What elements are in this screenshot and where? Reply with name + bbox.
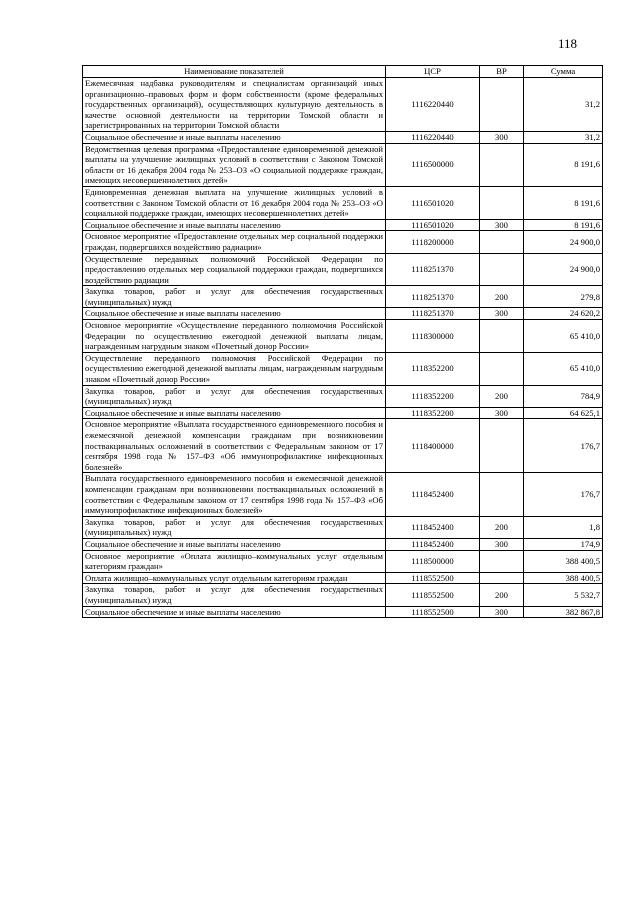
- cell-vr: [480, 186, 524, 219]
- table-body: [83, 78, 603, 618]
- cell-name: Основное мероприятие «Осуществление переданного полномочия Российской Федерации по осуществлению ежегодной денежной выплаты лицам, награжденным нагрудным знаком «Почетный донор России»: [83, 320, 386, 353]
- table-row: [83, 516, 603, 538]
- cell-vr: [480, 143, 524, 186]
- table-row: [83, 253, 603, 286]
- table-row: [83, 219, 603, 231]
- cell-name: Социальное обеспечение и иные выплаты населению: [83, 219, 386, 231]
- cell-sum: 176,7: [524, 419, 603, 473]
- cell-code: 1118552500: [386, 572, 480, 584]
- cell-vr: 200: [480, 584, 524, 606]
- cell-name: Социальное обеспечение и иные выплаты населению: [83, 538, 386, 550]
- cell-vr: 300: [480, 606, 524, 618]
- cell-code: 1118552500: [386, 606, 480, 618]
- cell-code: 1118552500: [386, 584, 480, 606]
- cell-code: 1118352200: [386, 407, 480, 419]
- cell-sum: 176,7: [524, 473, 603, 516]
- cell-vr: 300: [480, 538, 524, 550]
- cell-vr: [480, 231, 524, 253]
- table-row: [83, 572, 603, 584]
- cell-code: 1118352200: [386, 385, 480, 407]
- cell-vr: 200: [480, 516, 524, 538]
- table-row: [83, 352, 603, 385]
- cell-code: 1118200000: [386, 231, 480, 253]
- table-row: [83, 131, 603, 143]
- cell-sum: 279,8: [524, 286, 603, 308]
- cell-sum: 31,2: [524, 131, 603, 143]
- table-row: [83, 550, 603, 572]
- cell-sum: 5 532,7: [524, 584, 603, 606]
- cell-sum: 388 400,5: [524, 572, 603, 584]
- cell-sum: 64 625,1: [524, 407, 603, 419]
- cell-code: 1118251370: [386, 286, 480, 308]
- cell-vr: [480, 572, 524, 584]
- cell-code: 1118452400: [386, 473, 480, 516]
- cell-code: 1118400000: [386, 419, 480, 473]
- cell-name: Оплата жилищно–коммунальных услуг отдельным категориям граждан: [83, 572, 386, 584]
- cell-code: 1118352200: [386, 352, 480, 385]
- cell-name: Ведомственная целевая программа «Предоставление единовременной денежной выплаты на улучшение жилищных условий в соответствии с Законом Томской области от 16 декабря 2004 года № 253–ОЗ «О социальной поддержке граждан, имеющих несовершеннолетних детей»: [83, 143, 386, 186]
- cell-sum: 8 191,6: [524, 186, 603, 219]
- cell-name: Социальное обеспечение и иные выплаты населению: [83, 131, 386, 143]
- cell-vr: [480, 550, 524, 572]
- cell-name: Закупка товаров, работ и услуг для обеспечения государственных (муниципальных) нужд: [83, 385, 386, 407]
- table-row: [83, 308, 603, 320]
- cell-sum: 8 191,6: [524, 143, 603, 186]
- cell-name: Закупка товаров, работ и услуг для обеспечения государственных (муниципальных) нужд: [83, 516, 386, 538]
- cell-name: Основное мероприятие «Предоставление отдельных мер социальной поддержки граждан, подвергшихся воздействию радиации»: [83, 231, 386, 253]
- cell-name: Закупка товаров, работ и услуг для обеспечения государственных (муниципальных) нужд: [83, 584, 386, 606]
- table-row: [83, 143, 603, 186]
- table-row: [83, 538, 603, 550]
- cell-code: 1118251370: [386, 308, 480, 320]
- table-row: [83, 286, 603, 308]
- cell-name: Осуществление переданного полномочия Российской Федерации по осуществлению ежегодной денежной выплаты лицам, награжденным нагрудным знаком «Почетный донор России»: [83, 352, 386, 385]
- cell-vr: 300: [480, 219, 524, 231]
- table-row: [83, 584, 603, 606]
- cell-code: 1118251370: [386, 253, 480, 286]
- table-row: [83, 186, 603, 219]
- cell-name: Единовременная денежная выплата на улучшение жилищных условий в соответствии с Законом Томской области от 16 декабря 2004 года № 253–ОЗ «О социальной поддержке граждан, имеющих несовершеннолетних детей»: [83, 186, 386, 219]
- cell-vr: [480, 419, 524, 473]
- table-row: [83, 78, 603, 132]
- table-row: [83, 407, 603, 419]
- table-header-row: [83, 66, 603, 78]
- cell-vr: [480, 352, 524, 385]
- cell-name: Социальное обеспечение и иные выплаты населению: [83, 606, 386, 618]
- cell-code: 1116500000: [386, 143, 480, 186]
- cell-sum: 24 900,0: [524, 253, 603, 286]
- cell-vr: [480, 320, 524, 353]
- cell-code: 1118452400: [386, 516, 480, 538]
- cell-sum: 1,8: [524, 516, 603, 538]
- cell-sum: 65 410,0: [524, 352, 603, 385]
- budget-table: [82, 65, 603, 618]
- cell-code: 1118300000: [386, 320, 480, 353]
- cell-sum: 174,9: [524, 538, 603, 550]
- cell-code: 1116220440: [386, 131, 480, 143]
- header-sum: Сумма: [524, 66, 603, 78]
- cell-sum: 65 410,0: [524, 320, 603, 353]
- cell-code: 1116501020: [386, 219, 480, 231]
- table-row: [83, 473, 603, 516]
- header-code: ЦСР: [386, 66, 480, 78]
- header-vr: ВР: [480, 66, 524, 78]
- cell-name: Социальное обеспечение и иные выплаты населению: [83, 308, 386, 320]
- cell-name: Социальное обеспечение и иные выплаты населению: [83, 407, 386, 419]
- cell-vr: [480, 253, 524, 286]
- cell-sum: 31,2: [524, 78, 603, 132]
- cell-sum: 24 900,0: [524, 231, 603, 253]
- cell-vr: 300: [480, 131, 524, 143]
- cell-sum: 388 400,5: [524, 550, 603, 572]
- cell-name: Основное мероприятие «Оплата жилищно–коммунальных услуг отдельным категориям граждан»: [83, 550, 386, 572]
- page-number: 118: [558, 36, 578, 51]
- cell-sum: 784,9: [524, 385, 603, 407]
- table-row: [83, 606, 603, 618]
- table-row: [83, 231, 603, 253]
- cell-name: Ежемесячная надбавка руководителям и специалистам организаций иных организационно–правовых форм и форм собственности (кроме федеральных государственных организаций), осуществляющих культурную деятельность в качестве основной деятельности на территории Томской области и зарегистрированных на территории Томской области: [83, 78, 386, 132]
- cell-vr: [480, 473, 524, 516]
- cell-sum: 24 620,2: [524, 308, 603, 320]
- cell-sum: 382 867,8: [524, 606, 603, 618]
- cell-name: Выплата государственного единовременного пособия и ежемесячной денежной компенсации гражданам при возникновении поствакцинальных осложнений в соответствии с Федеральным законом от 17 сентября 1998 года № 157–ФЗ «Об иммунопрофилактике инфекционных болезней»: [83, 473, 386, 516]
- table-row: [83, 320, 603, 353]
- cell-vr: 300: [480, 308, 524, 320]
- table-row: [83, 385, 603, 407]
- table-row: [83, 419, 603, 473]
- cell-code: 1116501020: [386, 186, 480, 219]
- cell-vr: 200: [480, 286, 524, 308]
- cell-code: 1118500000: [386, 550, 480, 572]
- cell-name: Осуществление переданных полномочий Российской Федерации по предоставлению отдельных мер социальной поддержки граждан, подвергшихся воздействию радиации: [83, 253, 386, 286]
- cell-vr: [480, 78, 524, 132]
- cell-name: Основное мероприятие «Выплата государственного единовременного пособия и ежемесячной денежной компенсации гражданам при возникновении поствакцинальных осложнений в соответствии с Федеральным законом от 17 сентября 1998 года № 157–ФЗ «Об иммунопрофилактике инфекционных болезней»: [83, 419, 386, 473]
- cell-name: Закупка товаров, работ и услуг для обеспечения государственных (муниципальных) нужд: [83, 286, 386, 308]
- cell-vr: 200: [480, 385, 524, 407]
- cell-code: 1116220440: [386, 78, 480, 132]
- header-name: Наименование показателей: [83, 66, 386, 78]
- cell-sum: 8 191,6: [524, 219, 603, 231]
- cell-vr: 300: [480, 407, 524, 419]
- cell-code: 1118452400: [386, 538, 480, 550]
